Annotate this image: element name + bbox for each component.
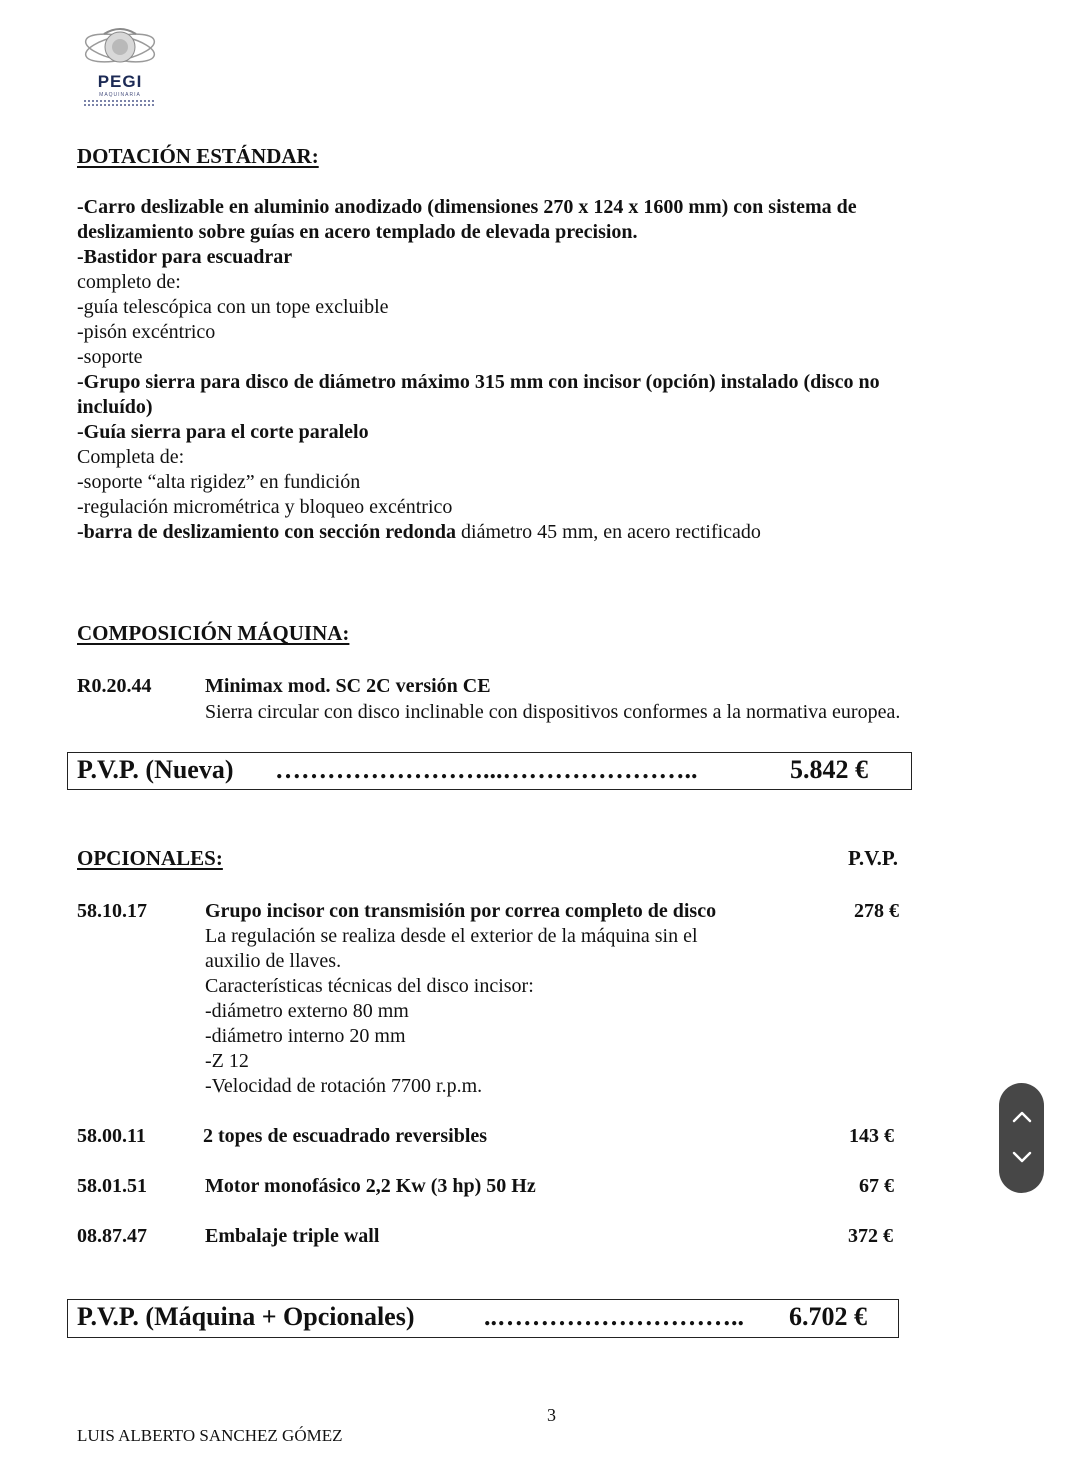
dotacion-line: [77, 320, 215, 345]
logo-brand: PEGI: [97, 72, 143, 91]
dotacion-line-bold: -Guía sierra para el corte paralelo: [77, 421, 369, 443]
dotacion-line-bold: deslizamiento sobre guías en acero templado de elevada precision.: [77, 221, 638, 243]
option-code: 08.87.47: [77, 1225, 147, 1247]
footer-author: LUIS ALBERTO SANCHEZ GÓMEZ: [77, 1426, 343, 1445]
machine-title: Minimax mod. SC 2C versión CE: [205, 675, 491, 697]
dotacion-line-text: -soporte “alta rigidez” en fundición: [77, 471, 361, 493]
dotacion-line: [77, 495, 452, 520]
option-title: 2 topes de escuadrado reversibles: [203, 1125, 488, 1147]
dotacion-line: [77, 445, 184, 470]
dotacion-line: [77, 295, 389, 320]
option-detail-line: -Velocidad de rotación 7700 r.p.m.: [205, 1075, 483, 1097]
pvp-total-label: P.V.P. (Máquina + Opcionales): [77, 1302, 415, 1331]
dotacion-line-text: -guía telescópica con un tope excluible: [77, 296, 389, 318]
option-code: 58.01.51: [77, 1175, 147, 1197]
option-detail-line: Características técnicas del disco incisor:: [205, 975, 534, 997]
dotacion-line: [77, 345, 143, 370]
pvp-total-box: [67, 1299, 899, 1338]
option-title: Embalaje triple wall: [205, 1225, 380, 1247]
option-code: 58.00.11: [77, 1125, 146, 1147]
page-number: 3: [547, 1405, 556, 1425]
pvp-nueva-label: P.V.P. (Nueva): [77, 755, 234, 784]
pvp-nueva-box: [67, 752, 912, 790]
option-detail-line: La regulación se realiza desde el exterior de la máquina sin el: [205, 925, 698, 947]
chevron-down-icon: [1012, 1151, 1032, 1163]
dotacion-line-bold: -Bastidor para escuadrar: [77, 246, 293, 268]
option-detail-line: -diámetro interno 20 mm: [205, 1025, 406, 1047]
option-title: Motor monofásico 2,2 Kw (3 hp) 50 Hz: [205, 1175, 536, 1197]
option-title: Grupo incisor con transmisión por correa completo de disco: [205, 900, 717, 922]
section-heading-opcionales: OPCIONALES:: [77, 846, 223, 870]
option-price: 67 €: [859, 1175, 894, 1197]
pvp-nueva-dots: ……………………...…………………..: [275, 755, 698, 784]
dotacion-line-text: diámetro 45 mm, en acero rectificado: [456, 521, 761, 543]
option-price: 372 €: [848, 1225, 893, 1247]
dotacion-line-text: completo de:: [77, 271, 181, 293]
option-detail-line: -diámetro externo 80 mm: [205, 1000, 409, 1022]
company-logo: [82, 26, 158, 106]
dotacion-line: [77, 395, 153, 420]
section-heading-dotacion: DOTACIÓN ESTÁNDAR:: [77, 144, 319, 168]
logo-fine-line: [84, 104, 156, 106]
option-price: 278 €: [854, 900, 899, 922]
dotacion-line: [77, 220, 638, 245]
pvp-total-value: 6.702 €: [789, 1302, 867, 1331]
dotacion-line-bold: -Carro deslizable en aluminio anodizado (dimensiones 270 x 124 x 1600 mm) con sistema de: [77, 196, 857, 218]
dotacion-line-text: Completa de:: [77, 446, 185, 468]
option-price: 143 €: [849, 1125, 894, 1147]
dotacion-line: [77, 470, 360, 495]
pvp-nueva-value: 5.842 €: [790, 755, 868, 784]
dotacion-line: [77, 420, 369, 445]
dotacion-line-text: -pisón excéntrico: [77, 321, 216, 343]
option-detail-line: auxilio de llaves.: [205, 950, 342, 972]
logo-emblem-icon: [82, 26, 158, 72]
page-nav-control: [999, 1083, 1044, 1193]
dotacion-line: [77, 245, 292, 270]
section-heading-composicion: COMPOSICIÓN MÁQUINA:: [77, 621, 350, 645]
dotacion-line: [77, 270, 181, 295]
dotacion-line-text: -soporte: [77, 346, 143, 368]
page-down-button[interactable]: [999, 1134, 1044, 1179]
chevron-up-icon: [1012, 1111, 1032, 1123]
dotacion-line-bold: incluído): [77, 396, 153, 418]
page-up-button[interactable]: [999, 1094, 1044, 1139]
dotacion-line: [77, 520, 761, 545]
machine-description: Sierra circular con disco inclinable con dispositivos conformes a la normativa europea.: [205, 701, 901, 723]
option-detail-line: -Z 12: [205, 1050, 249, 1072]
machine-code: R0.20.44: [77, 675, 152, 697]
dotacion-line-bold: -Grupo sierra para disco de diámetro máximo 315 mm con incisor (opción) instalado (disco no: [77, 371, 880, 393]
logo-subtitle: MAQUINARIA: [99, 92, 141, 98]
pvp-total-dots: ..………………………..: [484, 1302, 744, 1331]
logo-fine-line: [84, 100, 156, 102]
dotacion-line: [77, 370, 880, 395]
dotacion-line-bold: -barra de deslizamiento con sección redonda: [77, 521, 457, 543]
dotacion-line: [77, 195, 857, 220]
price-column-header: P.V.P.: [848, 846, 899, 870]
option-code: 58.10.17: [77, 900, 147, 922]
dotacion-line-text: -regulación micrométrica y bloqueo excéntrico: [77, 496, 453, 518]
